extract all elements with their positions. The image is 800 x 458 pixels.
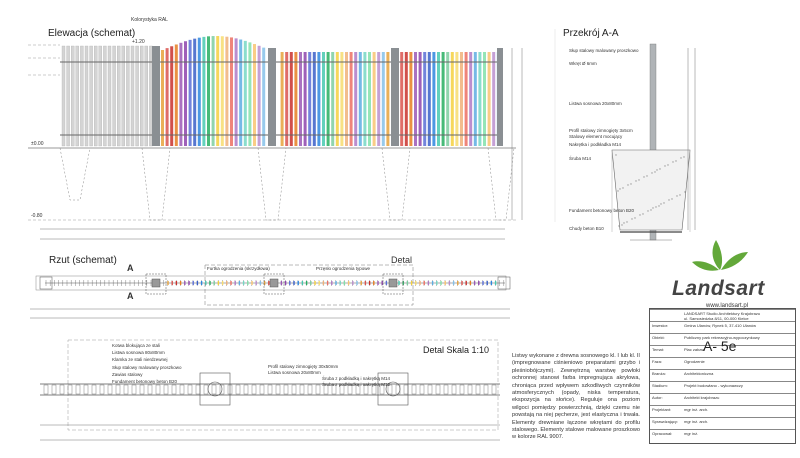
colored-slat: [304, 52, 307, 146]
title-block-key: Opracował:: [652, 431, 673, 436]
detail-callout-right: Śruba z podkładką i nakrętką M14: [322, 376, 391, 381]
detail-title: Detal Skala 1:10: [423, 345, 490, 355]
title-block-key: Sprawdzający:: [652, 419, 679, 424]
detail-callout: Słup stalowy malowany proszkowo: [112, 364, 182, 370]
colored-slat: [230, 37, 233, 146]
plan-wicket-label: Furtka ogrodzenia (skrzydłowa): [207, 266, 270, 271]
post: [391, 48, 399, 146]
slat: [99, 46, 102, 146]
title-block-value: LANDSART Studio Architektury Krajobrazu ul. Samosiedzka 8/11, 00-000 Kielce: [684, 311, 761, 321]
slat: [131, 46, 134, 146]
colored-slat: [184, 41, 187, 146]
colored-slat: [308, 52, 311, 146]
slat: [113, 46, 116, 146]
slat: [80, 46, 83, 146]
colored-slat: [340, 52, 343, 146]
elevation-title: Elewacja (schemat): [48, 28, 136, 39]
colored-slat: [345, 52, 348, 146]
slat: [62, 46, 65, 146]
slat: [122, 46, 125, 146]
title-block-value: Architektoniczna: [684, 371, 714, 376]
slat: [117, 46, 120, 146]
post: [268, 48, 276, 146]
colored-slat: [446, 52, 449, 146]
colored-slat: [281, 52, 284, 146]
post: [497, 48, 503, 146]
plan-title: Rzut (schemat): [49, 255, 117, 266]
title-block-value: Publiczny park rekreacyjno-wypoczynkowy: [684, 335, 760, 340]
section-callout: Profil stalowy zimnogięty 3x5cm: [569, 128, 633, 133]
plan-marker-a-top: A: [127, 263, 134, 273]
title-block-value: mgr inż. arch.: [684, 419, 709, 424]
colored-slat: [382, 52, 385, 146]
colored-slat: [225, 37, 228, 146]
level-120: +1.20: [132, 39, 145, 45]
colored-slat: [322, 52, 325, 146]
colored-slat: [414, 52, 417, 146]
title-block-value: Projekt budowlano - wykonawczy: [684, 383, 743, 388]
title-block-value: Gmina Ulanów, Rynek 5, 37-410 Ulanów: [684, 323, 757, 328]
colored-slat-panel: [161, 36, 500, 146]
colored-slat: [327, 52, 330, 146]
colored-slat: [179, 43, 182, 146]
plan-gate-label: Przęsło ogrodzenia typowe: [316, 266, 371, 271]
title-block-key: Projektant:: [652, 407, 672, 412]
material-note: Listwy wykonane z drewna sosnowego kl. I lub kl. II (impregnowane ciśnieniowo preparatami grzybo i pleśniobójczymi). Zewnętrzną warstwę powłoki ochronnej stanowi farba impregnująca akrylowa, chroniąca przed wpływem szkodliwych czynników atmosferycznych (opady, niska temperatura, ekspozycja na słońce). Reguluje ona poziom wilgoci pomiędzy powierzchnią, dzięki czemu nie powstają na niej pęcherze, jest elastyczna i trwała. Elementy drewniane łączone wkrętami do profilu stalowego. Elementy stalowe malowane proszkowo w kolorze RAL 9007.: [512, 353, 640, 441]
slat: [67, 46, 70, 146]
colored-slat: [212, 36, 215, 146]
title-block-row: [650, 429, 795, 442]
title-block-key: Branża:: [652, 371, 666, 376]
colored-slat: [244, 41, 247, 146]
colored-slat: [294, 52, 297, 146]
colored-slat: [432, 52, 435, 146]
plain-slat-panel: [62, 46, 152, 146]
slat: [108, 46, 111, 146]
title-block-key: Temat:: [652, 347, 665, 352]
title-block-key: Stadium:: [652, 383, 668, 388]
level-080: -0.80: [31, 213, 43, 219]
detail-callout: Klamka ze stali nierdzewnej: [112, 357, 168, 363]
colored-slat: [198, 38, 201, 146]
slat: [71, 46, 74, 146]
level-000: ±0.00: [31, 141, 44, 147]
colored-slat: [478, 52, 481, 146]
colored-slat: [285, 52, 288, 146]
colored-slat: [313, 52, 316, 146]
post: [152, 46, 160, 146]
detail-callout: Fundament betonowy beton B20: [112, 379, 178, 384]
section-foundation: [612, 150, 690, 230]
title-block-key: Autor:: [652, 395, 663, 400]
colored-slat: [437, 52, 440, 146]
plan-detail-label: Detal: [391, 255, 413, 265]
colored-slat: [465, 52, 468, 146]
slat: [145, 46, 148, 146]
colored-slat: [423, 52, 426, 146]
colored-slat: [492, 52, 495, 146]
foundations: [60, 148, 514, 220]
colored-slat: [175, 44, 178, 146]
colored-slat: [405, 52, 408, 146]
colored-slat: [207, 36, 210, 146]
colored-slat: [354, 52, 357, 146]
section-title: Przekrój A-A: [563, 28, 619, 39]
detail-callout-right: Profil stalowy zimnogięty 30x50mm: [268, 364, 339, 369]
colored-slat: [166, 48, 169, 146]
detail-callout-right: Listwa sosnowa 20x80mm: [268, 370, 321, 375]
section-callout: Chudy beton B10: [569, 226, 604, 231]
slat: [136, 46, 139, 146]
section-callout: Nakrętka i podkładka M14: [569, 142, 622, 147]
logo-leaves: [692, 240, 748, 271]
slat: [140, 46, 143, 146]
slat: [126, 46, 129, 146]
title-block-value: mgr inż.: [684, 431, 699, 436]
title-block-value: Ogrodzenie: [684, 359, 705, 364]
colored-slat: [299, 52, 302, 146]
drawing-code: A- 5e: [703, 338, 737, 354]
colored-slat: [409, 52, 412, 146]
colored-slat: [488, 52, 491, 146]
colored-slat: [193, 39, 196, 146]
colored-slat: [331, 52, 334, 146]
colored-slat: [474, 52, 477, 146]
colored-slat: [239, 40, 242, 146]
colored-slat: [290, 52, 293, 146]
title-block-value: Plac zabaw: [684, 347, 705, 352]
colored-slat: [317, 52, 320, 146]
colored-slat: [253, 44, 256, 146]
plan-posts: [40, 274, 510, 294]
colored-slat: [161, 50, 164, 146]
colored-slat: [248, 42, 251, 146]
ral-header: Kolorystyka RAL: [131, 17, 168, 23]
title-block-key: Faza:: [652, 359, 663, 364]
section-callout: Fundament betonowy beton B20: [569, 208, 635, 213]
title-block-value: Architekt krajobrazu: [684, 395, 720, 400]
colored-slat: [377, 52, 380, 146]
slat: [149, 46, 152, 146]
colored-slat: [428, 52, 431, 146]
section-callout: Śruba M14: [569, 156, 592, 161]
plan-marker-a-bottom: A: [127, 291, 134, 301]
colored-slat: [368, 52, 371, 146]
colored-slat: [419, 52, 422, 146]
colored-slat: [442, 52, 445, 146]
colored-slat: [258, 46, 261, 146]
colored-slat: [189, 40, 192, 146]
title-block-key: Obiekt:: [652, 335, 665, 340]
colored-slat: [216, 36, 219, 146]
colored-slat: [400, 52, 403, 146]
slat: [103, 46, 106, 146]
detail-callout: Zawias stalowy: [112, 371, 143, 377]
detail-callout-right: Śruba z podkładką i nakrętką M12: [322, 382, 391, 387]
title-block-value: mgr inż. arch.: [684, 407, 709, 412]
slat: [90, 46, 93, 146]
section-callout: Słup stalowy malowany proszkowo: [569, 48, 639, 53]
section-callout: Wkręt Ø 6mm: [569, 61, 597, 66]
colored-slat: [235, 38, 238, 146]
slat: [76, 46, 79, 146]
detail-callout: Kotwa blokująca ze stali: [112, 343, 161, 348]
colored-slat: [483, 52, 486, 146]
slat: [85, 46, 88, 146]
section-callout: Stalowy element mocujący: [569, 134, 623, 139]
slat: [94, 46, 97, 146]
title-block: [649, 308, 796, 444]
colored-slat: [359, 52, 362, 146]
detail-callout: Listwa sosnowa 80x80mm: [112, 350, 165, 356]
colored-slat: [451, 52, 454, 146]
colored-slat: [460, 52, 463, 146]
section-callout: Listwa sosnowa 20x80mm: [569, 101, 622, 106]
colored-slat: [350, 52, 353, 146]
colored-slat: [363, 52, 366, 146]
title-block-key: Inwestor:: [652, 323, 669, 328]
colored-slat: [373, 52, 376, 146]
logo-url: www.landsart.pl: [706, 303, 749, 309]
colored-slat: [386, 52, 389, 146]
colored-slat: [469, 52, 472, 146]
logo-wordmark: Landsart: [672, 277, 765, 300]
colored-slat: [455, 52, 458, 146]
colored-slat: [221, 36, 224, 146]
colored-slat: [170, 46, 173, 146]
colored-slat: [336, 52, 339, 146]
colored-slat: [202, 37, 205, 146]
